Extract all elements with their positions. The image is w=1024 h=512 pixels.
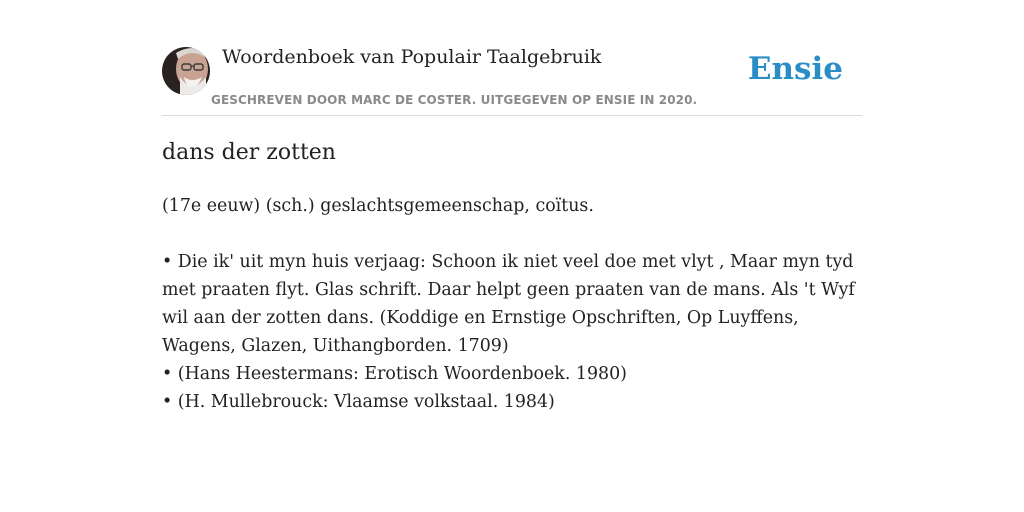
author-byline: GESCHREVEN DOOR MARC DE COSTER. UITGEGEVEN OP ENSIE IN 2020. bbox=[211, 93, 698, 107]
paragraph-gap bbox=[162, 220, 864, 248]
header-divider bbox=[162, 115, 862, 116]
citation-item: • Die ik' uit myn huis verjaag: Schoon ik niet veel doe met vlyt , Maar myn tyd met praaten flyt. Glas schrift. Daar helpt geen praaten van de mans. Als 't Wyf wil aan der zotten dans. (Koddige en Ernstige Opschriften, Op Luyffens, Wagens, Glazen, Uithangborden. 1709) bbox=[162, 252, 855, 356]
brand-logo[interactable]: Ensie bbox=[747, 51, 843, 87]
entry-body bbox=[162, 192, 864, 416]
citation-item: • (H. Mullebrouck: Vlaamse volkstaal. 1984) bbox=[162, 392, 555, 412]
entry-definition: (17e eeuw) (sch.) geslachtsgemeenschap, coïtus. bbox=[162, 196, 594, 216]
book-title[interactable]: Woordenboek van Populair Taalgebruik bbox=[222, 46, 602, 68]
citation-item: • (Hans Heestermans: Erotisch Woordenboek. 1980) bbox=[162, 364, 627, 384]
author-photo-icon bbox=[162, 47, 210, 95]
entry-title: dans der zotten bbox=[162, 140, 336, 165]
author-avatar[interactable] bbox=[162, 47, 210, 95]
